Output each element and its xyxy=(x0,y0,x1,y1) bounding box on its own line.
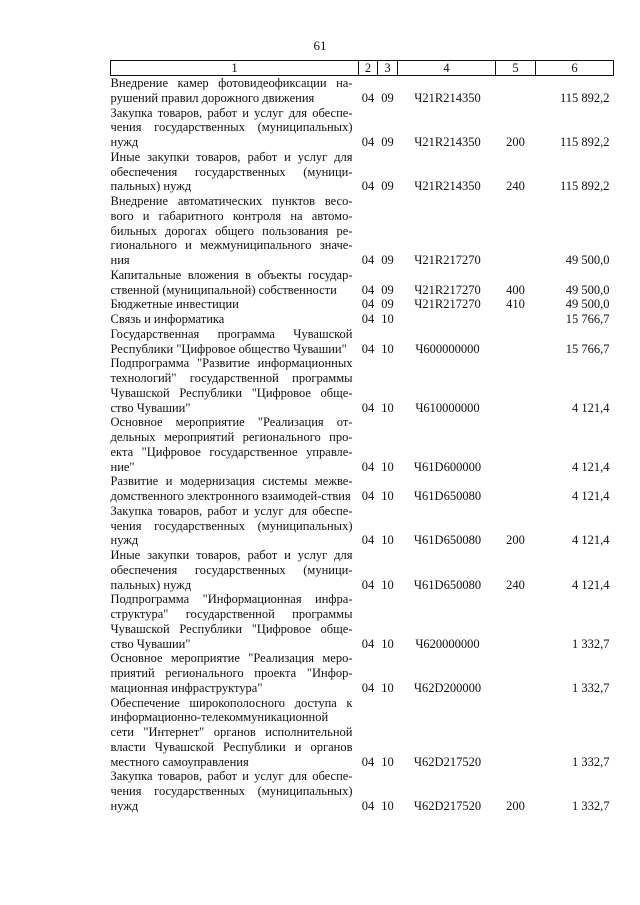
table-row xyxy=(111,356,614,415)
row-section-code: 04 xyxy=(361,400,375,415)
row-section-code: 04 xyxy=(361,282,375,297)
row-expense-type xyxy=(496,312,536,327)
table-row xyxy=(111,592,614,651)
row-section-code: 04 xyxy=(361,680,375,695)
row-amount: 49 500,0 xyxy=(565,297,610,312)
row-name: Основное мероприятие "Реализация меро-приятий регионального проекта "Инфор-мационная инфраструктура" xyxy=(110,651,353,695)
row-name: Обеспечение широкополосного доступа к информационно-телекоммуникационной сети "Интернет" органов исполнительной власти Чувашской Республики и органов местного самоуправления xyxy=(110,695,353,769)
page-number: 61 xyxy=(313,38,327,53)
row-amount: 4 121,4 xyxy=(572,459,610,474)
row-section-code: 04 xyxy=(361,636,375,651)
table-row xyxy=(111,415,614,474)
table-row xyxy=(111,769,614,813)
row-amount: 115 892,2 xyxy=(559,135,610,149)
row-subsection-code: 10 xyxy=(381,400,394,415)
row-subsection-code: 09 xyxy=(381,179,394,194)
row-expense-type: 240 xyxy=(506,577,525,592)
row-target-article: Ч62D217520 xyxy=(413,754,482,769)
row-section-code: 04 xyxy=(361,341,375,356)
row-target-article: Ч21R217270 xyxy=(414,297,481,312)
row-subsection-code: 10 xyxy=(381,754,394,769)
table-row xyxy=(111,474,614,504)
header-col-1: 1 xyxy=(111,61,359,76)
row-subsection-code: 10 xyxy=(381,341,394,356)
row-target-article: Ч21R214350 xyxy=(414,135,481,149)
row-amount: 1 332,7 xyxy=(572,636,610,651)
row-subsection-code: 10 xyxy=(381,533,394,548)
row-expense-type xyxy=(496,696,536,770)
row-subsection-code: 10 xyxy=(381,459,394,474)
header-col-5: 5 xyxy=(496,61,536,76)
row-name: Бюджетные инвестиции xyxy=(110,297,239,312)
row-section-code: 04 xyxy=(361,90,375,105)
row-amount: 115 892,2 xyxy=(559,179,610,194)
budget-table xyxy=(110,60,614,814)
row-amount: 115 892,2 xyxy=(559,90,610,105)
row-amount: 4 121,4 xyxy=(572,400,610,415)
table-row xyxy=(111,312,614,327)
row-target-article: Ч21R217270 xyxy=(414,253,481,267)
row-name: Внедрение камер фотовидеофиксации на-рушений правил дорожного движения xyxy=(110,76,353,105)
row-expense-type: 400 xyxy=(506,282,525,297)
row-name: Закупка товаров, работ и услуг для обеспе-чения государственных (муниципальных) нужд xyxy=(110,769,353,813)
header-row xyxy=(111,61,614,76)
row-target-article: Ч600000000 xyxy=(415,341,480,356)
table-row xyxy=(111,548,614,592)
row-section-code: 04 xyxy=(361,135,375,149)
row-amount: 15 766,7 xyxy=(565,312,610,326)
row-amount: 49 500,0 xyxy=(565,253,610,267)
table-row xyxy=(111,150,614,194)
row-amount: 4 121,4 xyxy=(572,489,610,503)
table-row xyxy=(111,268,614,298)
row-name: Иные закупки товаров, работ и услуг для обеспечения государственных (муници-пальных) нужд xyxy=(110,149,353,194)
row-expense-type xyxy=(496,356,536,415)
row-section-code: 04 xyxy=(361,489,375,503)
row-target-article: Ч610000000 xyxy=(415,400,480,415)
row-expense-type: 200 xyxy=(506,798,525,813)
header-col-3: 3 xyxy=(378,61,398,76)
row-expense-type xyxy=(496,651,536,695)
table-row xyxy=(111,504,614,548)
row-expense-type: 410 xyxy=(506,297,525,312)
row-amount: 49 500,0 xyxy=(565,282,610,297)
row-subsection-code: 10 xyxy=(381,798,394,813)
row-subsection-code: 10 xyxy=(381,680,394,695)
row-subsection-code: 09 xyxy=(381,135,394,149)
row-subsection-code: 09 xyxy=(381,90,394,105)
row-section-code: 04 xyxy=(361,312,375,326)
table-row xyxy=(111,76,614,106)
row-expense-type xyxy=(496,194,536,268)
row-expense-type: 200 xyxy=(506,533,525,548)
row-target-article: Ч61D650080 xyxy=(413,533,482,548)
row-name: Капитальные вложения в объекты государ-ственной (муниципальной) собственности xyxy=(110,267,353,297)
row-subsection-code: 10 xyxy=(381,577,394,592)
row-section-code: 04 xyxy=(361,577,375,592)
row-name: Закупка товаров, работ и услуг для обеспе-чения государственных (муниципальных) нужд xyxy=(110,105,353,149)
row-target-article xyxy=(398,312,496,327)
row-amount: 1 332,7 xyxy=(572,754,610,769)
row-target-article: Ч61D650080 xyxy=(413,489,482,503)
row-target-article: Ч21R214350 xyxy=(414,90,481,105)
row-section-code: 04 xyxy=(361,798,375,813)
row-target-article: Ч620000000 xyxy=(415,636,480,651)
row-expense-type xyxy=(496,474,536,504)
row-subsection-code: 09 xyxy=(381,297,394,312)
row-expense-type: 240 xyxy=(506,179,525,194)
row-subsection-code: 10 xyxy=(381,312,394,326)
header-col-6: 6 xyxy=(536,61,614,76)
row-name: Подпрограмма "Информационная инфра-структура" государственной программы Чувашской Республики "Цифровое обще-ство Чувашии" xyxy=(110,592,353,651)
row-amount: 4 121,4 xyxy=(572,577,610,592)
table-row xyxy=(111,106,614,150)
row-subsection-code: 10 xyxy=(381,636,394,651)
row-section-code: 04 xyxy=(361,459,375,474)
row-section-code: 04 xyxy=(361,297,375,312)
row-name: Основное мероприятие "Реализация от-дельных мероприятий регионального про-екта "Цифровое государственное управле-ние" xyxy=(110,415,353,474)
row-expense-type xyxy=(496,415,536,474)
table-body xyxy=(111,76,614,814)
header-col-4: 4 xyxy=(398,61,496,76)
row-target-article: Ч21R217270 xyxy=(414,282,481,297)
row-name: Развитие и модернизация системы межве-домственного электронного взаимодей-ствия xyxy=(110,474,353,503)
row-expense-type xyxy=(496,327,536,357)
row-name: Закупка товаров, работ и услуг для обеспе-чения государственных (муниципальных) нужд xyxy=(110,503,353,548)
row-name: Связь и информатика xyxy=(110,312,225,326)
row-amount: 15 766,7 xyxy=(565,341,610,356)
row-amount: 1 332,7 xyxy=(572,680,610,695)
row-name: Иные закупки товаров, работ и услуг для обеспечения государственных (муници-пальных) нужд xyxy=(110,548,353,592)
table-row xyxy=(111,696,614,770)
row-expense-type xyxy=(496,76,536,106)
row-target-article: Ч62D200000 xyxy=(413,680,482,695)
row-section-code: 04 xyxy=(361,179,375,194)
row-subsection-code: 09 xyxy=(381,282,394,297)
row-subsection-code: 09 xyxy=(381,253,394,267)
table-row xyxy=(111,194,614,268)
row-expense-type: 200 xyxy=(506,135,525,149)
row-section-code: 04 xyxy=(361,533,375,548)
table-row xyxy=(111,327,614,357)
row-target-article: Ч61D600000 xyxy=(413,459,482,474)
row-target-article: Ч62D217520 xyxy=(413,798,482,813)
table-row xyxy=(111,297,614,312)
row-name: Государственная программа Чувашской Республики "Цифровое общество Чувашии" xyxy=(110,326,353,356)
row-amount: 1 332,7 xyxy=(572,798,610,813)
header-col-2: 2 xyxy=(359,61,378,76)
row-section-code: 04 xyxy=(361,253,375,267)
row-target-article: Ч21R214350 xyxy=(414,179,481,194)
row-name: Внедрение автоматических пунктов весо-вого и габаритного контроля на автомо-бильных дорогах общего пользования ре-гионального и межмуниципального значе-ния xyxy=(110,194,353,267)
row-name: Подпрограмма "Развитие информационных технологий" государственной программы Чувашской Республики "Цифровое обще-ство Чувашии" xyxy=(110,356,353,415)
table-row xyxy=(111,651,614,695)
row-section-code: 04 xyxy=(361,754,375,769)
row-amount: 4 121,4 xyxy=(572,533,610,548)
row-subsection-code: 10 xyxy=(381,489,394,503)
row-target-article: Ч61D650080 xyxy=(413,577,482,592)
row-expense-type xyxy=(496,592,536,651)
